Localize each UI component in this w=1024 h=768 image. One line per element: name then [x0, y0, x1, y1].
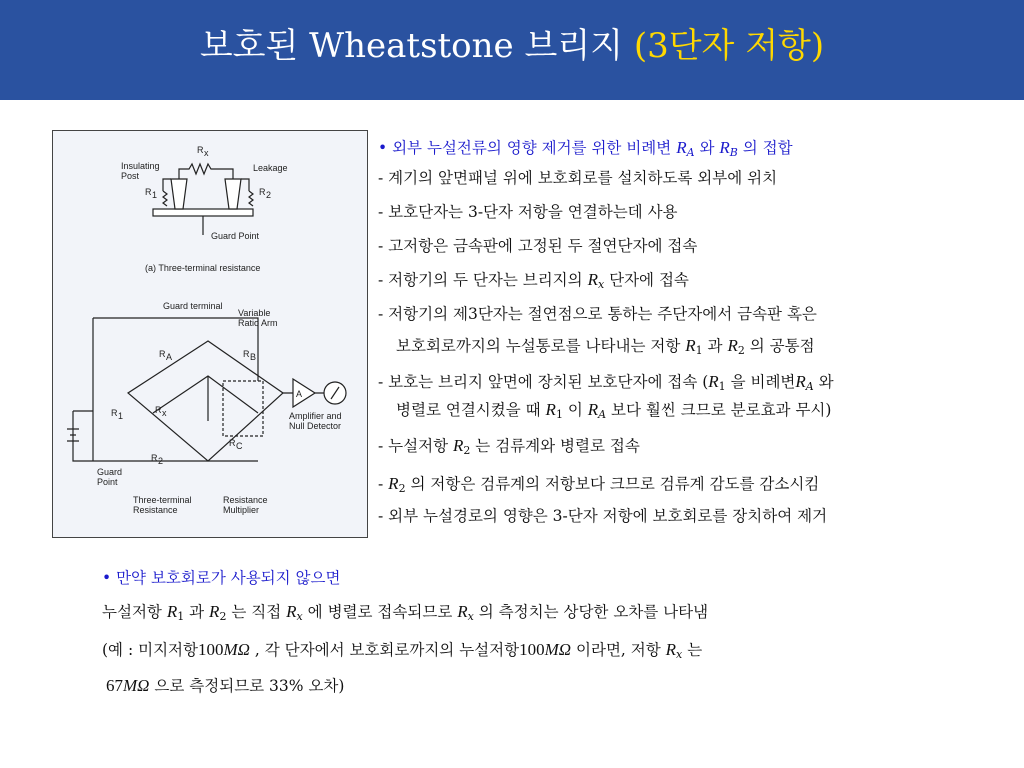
slide-title: [0, 18, 1024, 67]
text-line-r9: 병렬로 연결시켰을 때 R1 이 $R_A$ 보다 훨씬 크므로 분로효과 무시): [396, 400, 832, 421]
text-line-r12: - 외부 누설경로의 영향은 3-단자 저항에 보호회로를 장치하여 제거: [378, 507, 828, 525]
fig-rb: R: [243, 349, 250, 359]
fig-resistance: Resistance: [133, 505, 178, 515]
text-line-r11: - R2 의 저항은 검류계의 저항보다 크므로 검류계 감도를 감소시킴: [378, 474, 820, 495]
fig-rx-sub: x: [162, 408, 167, 418]
fig-a-rx: R: [197, 145, 204, 155]
fig-a-r1: R: [145, 187, 152, 197]
fig-rb-sub: B: [250, 352, 257, 362]
fig-caption-a: (a) Three-terminal resistance: [145, 263, 261, 273]
text-line-b3: (예 : 미지저항100MΩ , 각 단자에서 보호회로까지의 누설저항100MΩ 이라면, 저항 $R_x$ 는: [102, 640, 703, 661]
text-line-r1: • 외부 누설전류의 영향 제거를 위한 비례변 $R_A$ 와 $R_B$ 의 접합: [378, 138, 793, 159]
fig-leakage: Leakage: [253, 163, 288, 173]
text-line-b4: 67MΩ 으로 측정되므로 33% 오차): [106, 676, 345, 695]
circuit-diagram: [53, 131, 367, 537]
fig-ra: R: [159, 349, 166, 359]
fig-guard-b2: Point: [97, 477, 118, 487]
fig-a-r2: R: [259, 187, 266, 197]
fig-rx: R: [155, 405, 162, 415]
circuit-figure: [52, 130, 368, 538]
fig-a-r2-sub: 2: [266, 190, 272, 200]
title-highlight: (3단자 저항): [633, 26, 825, 66]
fig-rc: R: [229, 438, 236, 448]
fig-r2-sub: 2: [158, 456, 164, 466]
fig-guard-terminal: Guard terminal: [163, 301, 223, 311]
fig-three-terminal: Three-terminal: [133, 495, 192, 505]
fig-guard-b1: Guard: [97, 467, 123, 477]
text-line-r4: - 고저항은 금속판에 고정된 두 절연단자에 접속: [378, 237, 698, 255]
text-line-r5: - 저항기의 두 단자는 브리지의 $R_x$ 단자에 접속: [378, 270, 689, 291]
fig-guard-point-a: Guard Point: [211, 231, 260, 241]
title-main: 보호된 Wheatstone 브리지: [199, 26, 634, 66]
fig-r1-sub: 1: [118, 411, 124, 421]
text-line-r7: 보호회로까지의 누설통로를 나타내는 저항 R1 과 R2 의 공통점: [396, 336, 815, 357]
text-line-r6: - 저항기의 제3단자는 절연점으로 통하는 주단자에서 금속판 혹은: [378, 305, 817, 323]
fig-variable: Variable: [238, 308, 271, 318]
text-line-b1: • 만약 보호회로가 사용되지 않으면: [102, 569, 341, 587]
title-bar: [0, 0, 1024, 100]
fig-amplifier: Amplifier and: [289, 411, 342, 421]
text-line-r8: - 보호는 브리지 앞면에 장치된 보호단자에 접속 (R1 을 비례변$R_A$ 와: [378, 372, 834, 393]
fig-ra-sub: A: [166, 352, 173, 362]
fig-r2: R: [151, 453, 158, 463]
fig-r1: R: [111, 408, 118, 418]
text-line-r3: - 보호단자는 3-단자 저항을 연결하는데 사용: [378, 203, 678, 221]
fig-a-r1-sub: 1: [152, 190, 158, 200]
fig-post: Post: [121, 171, 140, 181]
fig-multiplier: Multiplier: [223, 505, 260, 515]
text-line-b2: 누설저항 R1 과 R2 는 직접 $R_x$ 에 병렬로 접속되므로 $R_x$ 의 측정치는 상당한 오차를 나타냄: [102, 602, 709, 623]
fig-amp-a: A: [296, 389, 303, 399]
text-line-r2: - 계기의 앞면패널 위에 보호회로를 설치하도록 외부에 위치: [378, 169, 778, 187]
text-line-r10: - 누설저항 R2 는 검류계와 병렬로 접속: [378, 436, 640, 457]
fig-rc-sub: C: [236, 441, 243, 451]
fig-resistance2: Resistance: [223, 495, 268, 505]
fig-ratio-arm: Ratio Arm: [238, 318, 278, 328]
fig-insulating: Insulating: [121, 161, 160, 171]
fig-a-rx-sub: x: [204, 148, 209, 158]
fig-null-detector: Null Detector: [289, 421, 342, 431]
